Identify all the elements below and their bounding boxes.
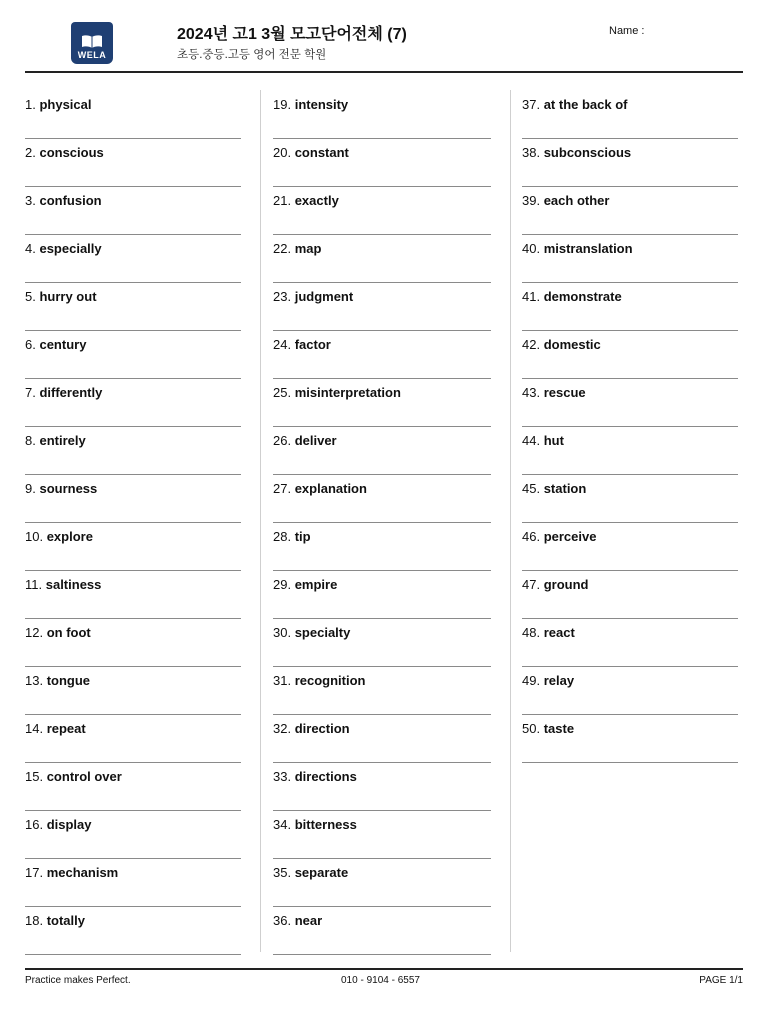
vocab-label bbox=[522, 481, 586, 496]
vocab-label bbox=[273, 529, 311, 544]
vocab-label bbox=[25, 481, 97, 496]
vocab-item bbox=[273, 90, 491, 138]
vocab-word: exactly bbox=[294, 193, 339, 208]
open-book-icon bbox=[81, 34, 103, 48]
vocab-label bbox=[25, 97, 92, 112]
vocab-item bbox=[273, 858, 491, 906]
header-divider bbox=[25, 71, 743, 73]
vocab-item bbox=[273, 282, 491, 330]
vocab-label bbox=[273, 385, 401, 400]
vocab-item bbox=[25, 810, 241, 858]
vocab-number: 35. bbox=[273, 865, 292, 880]
vocab-label bbox=[25, 817, 92, 832]
vocab-word: tongue bbox=[46, 673, 91, 688]
vocab-number: 30. bbox=[273, 625, 292, 640]
vocab-item bbox=[273, 186, 491, 234]
vocab-number: 14. bbox=[25, 721, 44, 736]
word-column-2 bbox=[273, 90, 491, 954]
vocab-item bbox=[522, 330, 738, 378]
vocab-label bbox=[25, 193, 102, 208]
vocab-word: bitterness bbox=[294, 817, 357, 832]
vocab-label bbox=[25, 673, 90, 688]
vocab-number: 27. bbox=[273, 481, 292, 496]
vocab-item bbox=[25, 330, 241, 378]
vocab-number: 22. bbox=[273, 241, 292, 256]
vocab-word: explanation bbox=[294, 481, 367, 496]
vocab-number: 40. bbox=[522, 241, 541, 256]
vocab-number: 43. bbox=[522, 385, 541, 400]
vocab-word: map bbox=[294, 241, 322, 256]
vocab-word: control over bbox=[46, 769, 122, 784]
vocab-item bbox=[522, 714, 738, 762]
vocab-number: 7. bbox=[25, 385, 36, 400]
column-divider bbox=[260, 90, 261, 952]
vocab-word: display bbox=[46, 817, 92, 832]
vocab-label bbox=[273, 577, 337, 592]
page-subtitle: 초등.중등.고등 영어 전문 학원 bbox=[177, 49, 327, 61]
answer-line[interactable] bbox=[522, 762, 738, 763]
vocab-word: station bbox=[543, 481, 587, 496]
vocab-label bbox=[522, 145, 631, 160]
vocab-number: 47. bbox=[522, 577, 541, 592]
vocab-word: relay bbox=[543, 673, 575, 688]
vocab-number: 25. bbox=[273, 385, 292, 400]
vocab-number: 2. bbox=[25, 145, 36, 160]
vocab-label bbox=[25, 913, 85, 928]
vocab-word: saltiness bbox=[45, 577, 102, 592]
vocab-item bbox=[25, 234, 241, 282]
vocab-item bbox=[522, 666, 738, 714]
vocab-number: 45. bbox=[522, 481, 541, 496]
vocab-item bbox=[25, 378, 241, 426]
vocab-number: 4. bbox=[25, 241, 36, 256]
vocab-number: 36. bbox=[273, 913, 292, 928]
vocab-word: hurry out bbox=[39, 289, 97, 304]
vocab-word: rescue bbox=[543, 385, 586, 400]
vocab-label bbox=[25, 625, 91, 640]
vocab-label bbox=[522, 337, 601, 352]
vocab-item bbox=[273, 378, 491, 426]
vocab-item bbox=[25, 426, 241, 474]
vocab-label bbox=[522, 97, 628, 112]
vocab-word: hut bbox=[543, 433, 564, 448]
vocab-number: 46. bbox=[522, 529, 541, 544]
vocab-label bbox=[273, 817, 357, 832]
word-column-3 bbox=[522, 90, 738, 762]
vocab-number: 33. bbox=[273, 769, 292, 784]
vocab-label bbox=[25, 241, 102, 256]
vocab-label bbox=[273, 337, 331, 352]
name-label: Name : bbox=[609, 25, 645, 37]
vocab-item bbox=[273, 570, 491, 618]
vocab-label bbox=[273, 865, 348, 880]
vocab-number: 13. bbox=[25, 673, 44, 688]
vocab-label bbox=[273, 145, 349, 160]
vocab-number: 17. bbox=[25, 865, 44, 880]
logo-text: WELA bbox=[77, 50, 107, 60]
vocab-label bbox=[273, 673, 365, 688]
vocab-word: explore bbox=[46, 529, 93, 544]
answer-line[interactable] bbox=[273, 954, 491, 955]
vocab-word: century bbox=[39, 337, 87, 352]
vocab-number: 44. bbox=[522, 433, 541, 448]
vocab-label bbox=[522, 577, 588, 592]
vocab-number: 18. bbox=[25, 913, 44, 928]
vocab-label bbox=[522, 433, 564, 448]
vocab-number: 37. bbox=[522, 97, 541, 112]
vocab-word: directions bbox=[294, 769, 357, 784]
vocab-item bbox=[25, 858, 241, 906]
vocab-number: 39. bbox=[522, 193, 541, 208]
vocab-label bbox=[25, 769, 122, 784]
vocab-label bbox=[522, 529, 596, 544]
footer-phone: 010 - 9104 - 6557 bbox=[341, 975, 420, 986]
footer-slogan: Practice makes Perfect. bbox=[25, 975, 131, 986]
vocab-item bbox=[25, 522, 241, 570]
vocab-word: physical bbox=[39, 97, 92, 112]
vocab-label bbox=[273, 289, 353, 304]
vocab-number: 42. bbox=[522, 337, 541, 352]
vocab-word: ground bbox=[543, 577, 589, 592]
vocab-number: 12. bbox=[25, 625, 44, 640]
vocab-item bbox=[25, 186, 241, 234]
vocab-word: empire bbox=[294, 577, 338, 592]
vocab-label bbox=[25, 433, 86, 448]
vocab-word: misinterpretation bbox=[294, 385, 401, 400]
answer-line[interactable] bbox=[25, 954, 241, 955]
vocab-item bbox=[273, 714, 491, 762]
vocab-label bbox=[273, 481, 367, 496]
vocab-item bbox=[25, 570, 241, 618]
vocab-label bbox=[25, 865, 118, 880]
vocab-item bbox=[273, 138, 491, 186]
footer-page-number: PAGE 1/1 bbox=[699, 975, 743, 986]
vocab-word: repeat bbox=[46, 721, 86, 736]
vocab-word: perceive bbox=[543, 529, 597, 544]
vocab-label bbox=[25, 529, 93, 544]
vocab-item bbox=[522, 570, 738, 618]
vocab-item bbox=[522, 426, 738, 474]
vocab-number: 48. bbox=[522, 625, 541, 640]
vocab-word: at the back of bbox=[543, 97, 628, 112]
vocab-word: factor bbox=[294, 337, 331, 352]
vocab-item bbox=[522, 378, 738, 426]
vocab-number: 50. bbox=[522, 721, 541, 736]
vocab-number: 20. bbox=[273, 145, 292, 160]
vocab-word: taste bbox=[543, 721, 575, 736]
vocab-item bbox=[25, 474, 241, 522]
vocab-number: 24. bbox=[273, 337, 292, 352]
vocab-item bbox=[273, 762, 491, 810]
vocab-item bbox=[273, 234, 491, 282]
vocab-word: deliver bbox=[294, 433, 337, 448]
vocab-label bbox=[522, 721, 574, 736]
vocab-word: specialty bbox=[294, 625, 351, 640]
vocab-item bbox=[25, 666, 241, 714]
vocab-item bbox=[25, 906, 241, 954]
vocab-number: 3. bbox=[25, 193, 36, 208]
vocab-label bbox=[522, 673, 574, 688]
vocab-item bbox=[273, 666, 491, 714]
vocab-word: separate bbox=[294, 865, 349, 880]
vocab-word: subconscious bbox=[543, 145, 632, 160]
column-divider bbox=[510, 90, 511, 952]
vocab-word: especially bbox=[39, 241, 102, 256]
page-title: 2024년 고1 3월 모고단어전체 (7) bbox=[177, 26, 407, 43]
vocab-item bbox=[273, 522, 491, 570]
vocab-word: on foot bbox=[46, 625, 91, 640]
vocab-word: each other bbox=[543, 193, 610, 208]
vocab-item bbox=[522, 186, 738, 234]
vocab-label bbox=[522, 193, 609, 208]
vocab-item bbox=[522, 90, 738, 138]
vocab-number: 11. bbox=[25, 577, 43, 592]
vocab-item bbox=[273, 426, 491, 474]
vocab-number: 1. bbox=[25, 97, 36, 112]
vocab-label bbox=[522, 289, 622, 304]
vocab-item bbox=[25, 282, 241, 330]
vocab-word: constant bbox=[294, 145, 349, 160]
vocab-item bbox=[522, 522, 738, 570]
vocab-item bbox=[522, 138, 738, 186]
vocab-word: mistranslation bbox=[543, 241, 633, 256]
vocab-number: 21. bbox=[273, 193, 292, 208]
wela-logo bbox=[71, 22, 113, 64]
vocab-label bbox=[273, 241, 321, 256]
vocab-label bbox=[273, 913, 322, 928]
vocab-number: 10. bbox=[25, 529, 44, 544]
vocab-word: sourness bbox=[39, 481, 98, 496]
vocab-item bbox=[273, 810, 491, 858]
vocab-number: 28. bbox=[273, 529, 292, 544]
vocab-item bbox=[522, 618, 738, 666]
vocab-item bbox=[273, 906, 491, 954]
vocab-word: demonstrate bbox=[543, 289, 622, 304]
vocab-item bbox=[25, 138, 241, 186]
vocab-number: 6. bbox=[25, 337, 36, 352]
vocab-word: conscious bbox=[39, 145, 104, 160]
vocab-item bbox=[273, 618, 491, 666]
vocab-item bbox=[273, 474, 491, 522]
vocab-number: 19. bbox=[273, 97, 292, 112]
vocab-item bbox=[25, 90, 241, 138]
vocab-word: domestic bbox=[543, 337, 601, 352]
vocab-item bbox=[522, 282, 738, 330]
vocab-label bbox=[273, 433, 337, 448]
vocab-number: 9. bbox=[25, 481, 36, 496]
vocab-word: entirely bbox=[39, 433, 86, 448]
vocab-label bbox=[273, 625, 350, 640]
vocab-item bbox=[273, 330, 491, 378]
vocab-number: 32. bbox=[273, 721, 292, 736]
vocab-item bbox=[25, 762, 241, 810]
vocab-label bbox=[273, 769, 357, 784]
vocab-word: judgment bbox=[294, 289, 354, 304]
vocab-number: 8. bbox=[25, 433, 36, 448]
vocab-label bbox=[25, 145, 104, 160]
vocab-label bbox=[522, 385, 586, 400]
vocab-word: totally bbox=[46, 913, 85, 928]
vocab-number: 5. bbox=[25, 289, 36, 304]
vocab-number: 38. bbox=[522, 145, 541, 160]
vocab-number: 31. bbox=[273, 673, 292, 688]
vocab-number: 26. bbox=[273, 433, 292, 448]
vocab-word: react bbox=[543, 625, 575, 640]
vocab-word: intensity bbox=[294, 97, 349, 112]
vocab-label bbox=[25, 721, 86, 736]
vocab-number: 49. bbox=[522, 673, 541, 688]
vocab-label bbox=[25, 337, 86, 352]
vocab-word: differently bbox=[39, 385, 103, 400]
vocab-label bbox=[522, 625, 575, 640]
vocab-word: confusion bbox=[39, 193, 102, 208]
vocab-label bbox=[273, 97, 348, 112]
vocab-label bbox=[25, 577, 101, 592]
vocab-word: recognition bbox=[294, 673, 366, 688]
vocab-label bbox=[25, 385, 102, 400]
vocab-item bbox=[25, 714, 241, 762]
vocab-word: near bbox=[294, 913, 323, 928]
vocab-number: 16. bbox=[25, 817, 44, 832]
vocab-number: 34. bbox=[273, 817, 292, 832]
vocab-number: 29. bbox=[273, 577, 292, 592]
word-column-1 bbox=[25, 90, 241, 954]
vocab-label bbox=[273, 193, 339, 208]
vocab-number: 15. bbox=[25, 769, 44, 784]
vocab-item bbox=[522, 474, 738, 522]
vocab-number: 41. bbox=[522, 289, 541, 304]
vocab-word: tip bbox=[294, 529, 311, 544]
vocab-word: direction bbox=[294, 721, 350, 736]
vocab-item bbox=[25, 618, 241, 666]
vocab-label bbox=[522, 241, 633, 256]
footer-divider bbox=[25, 968, 743, 970]
vocab-label bbox=[273, 721, 350, 736]
vocab-word: mechanism bbox=[46, 865, 119, 880]
vocab-label bbox=[25, 289, 97, 304]
vocab-item bbox=[522, 234, 738, 282]
vocab-number: 23. bbox=[273, 289, 292, 304]
